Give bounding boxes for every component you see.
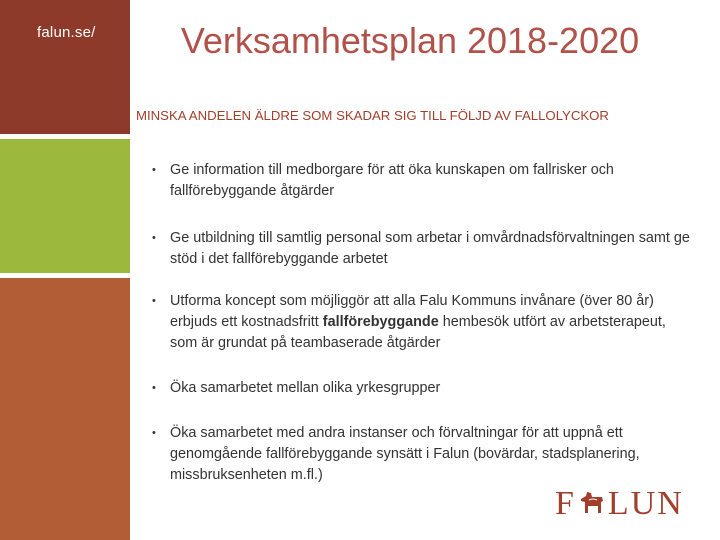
- list-item-text-start: Utforma koncept som möjliggör att alla Falu Kommuns invånare (över 80 år) erbjuds ett kostnadsfritt: [170, 293, 654, 330]
- bullet-icon: •: [152, 164, 156, 176]
- list-item-text: Ge utbildning till samtlig personal som arbetar i omvårdnadsförvaltningen samt ge stöd i det fallförebyggande arbetet: [170, 230, 690, 267]
- sidebar-color-bands: [0, 0, 130, 540]
- bullet-icon: •: [152, 232, 156, 244]
- sidebar-band-middle: [0, 139, 130, 273]
- falun-se-logo: falun.se/: [37, 24, 96, 41]
- list-item: [152, 291, 697, 354]
- list-item-text: Öka samarbetet mellan olika yrkesgrupper: [170, 380, 441, 396]
- list-item: [152, 378, 440, 399]
- falun-logo: [555, 484, 684, 524]
- list-item: [152, 423, 697, 486]
- list-item: [152, 228, 697, 270]
- sidebar-band-top: [0, 0, 130, 134]
- bullet-icon: •: [152, 427, 156, 439]
- list-item-text: Ge information till medborgare för att öka kunskapen om fallrisker och fallförebyggande åtgärder: [170, 162, 614, 199]
- dala-horse-icon: [577, 487, 607, 521]
- slide-title: Verksamhetsplan 2018-2020: [180, 20, 640, 61]
- list-item-text-end: hembesök utfört av arbetsterapeut, som är grundat på teambaserade åtgärder: [170, 314, 666, 351]
- bullet-icon: •: [152, 295, 156, 307]
- list-item-text-emphasis: fallförebyggande: [322, 314, 439, 330]
- list-item: [152, 160, 697, 202]
- sidebar-band-bottom: [0, 278, 130, 540]
- bullet-icon: •: [152, 382, 156, 394]
- falun-logo-lun: LUN: [607, 485, 684, 522]
- falun-logo-f: F: [555, 485, 576, 522]
- slide-subtitle: MINSKA ANDELEN ÄLDRE SOM SKADAR SIG TILL FÖLJD AV FALLOLYCKOR: [136, 108, 609, 123]
- list-item-text: Öka samarbetet med andra instanser och förvaltningar för att uppnå ett genomgående fallförebyggande synsätt i Falun (bovärdar, stadsplanering, missbruksenheten m.fl.): [170, 425, 640, 483]
